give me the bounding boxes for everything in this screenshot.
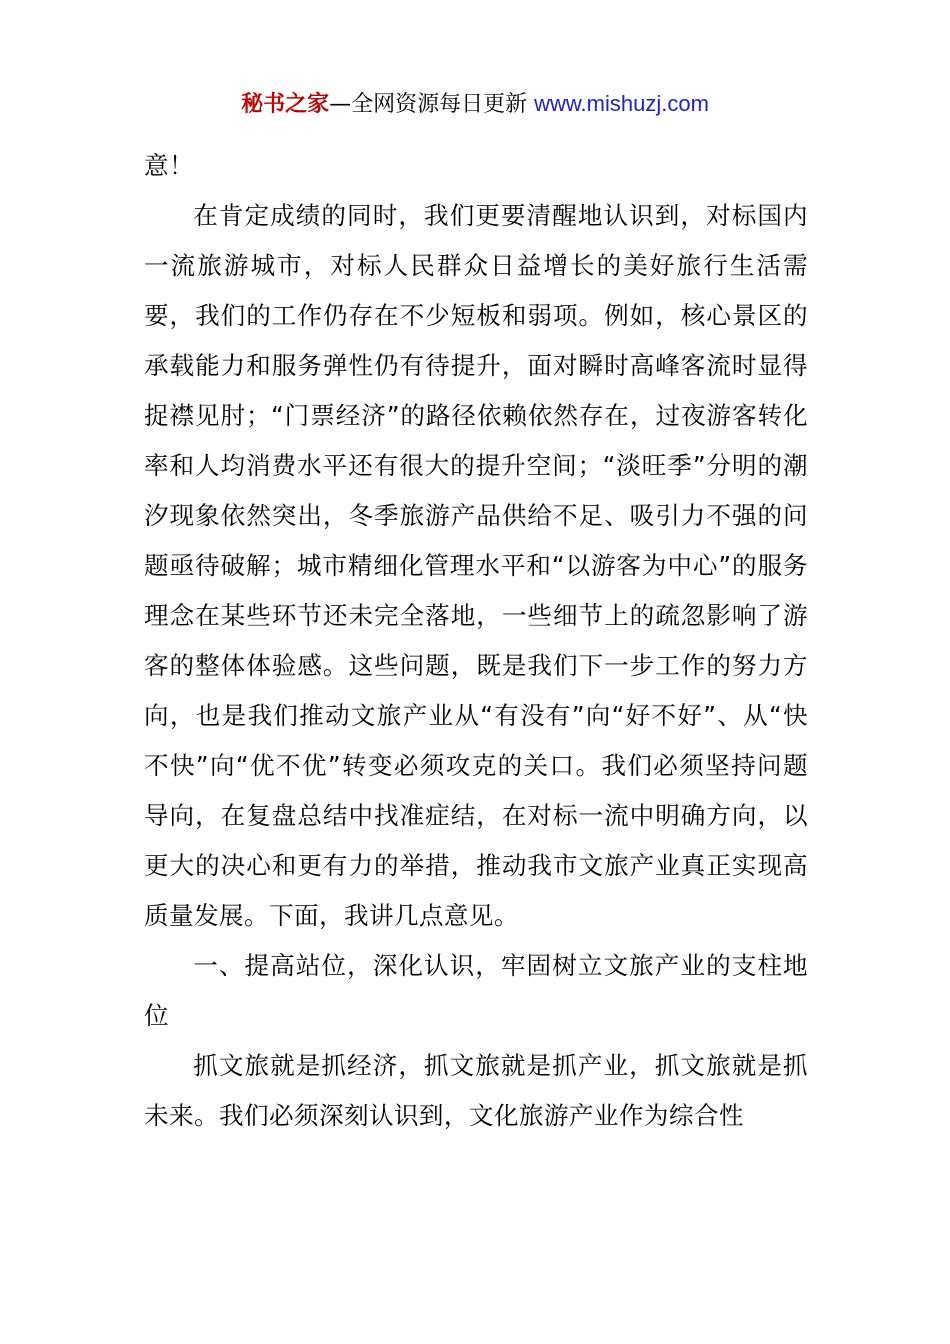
header-brand: 秘书之家 xyxy=(241,92,330,117)
header-tagline: —全网资源每日更新 xyxy=(329,92,535,117)
page-header xyxy=(0,88,950,121)
paragraph-section-1-intro: 抓文旅就是抓经济，抓文旅就是抓产业，抓文旅就是抓未来。我们必须深刻认识到，文化旅游产业作为综合性 xyxy=(144,1051,808,1130)
header-url-link[interactable]: www.mishuzj.com xyxy=(534,91,709,116)
paragraph-continuation: 意！ xyxy=(144,151,194,180)
paragraph-shortcomings: 在肯定成绩的同时，我们更要清醒地认识到，对标国内一流旅游城市，对标人民群众日益增长的美好旅行生活需要，我们的工作仍存在不少短板和弱项。例如，核心景区的承载能力和服务弹性仍有待提升，面对瞬时高峰客流时显得捉襟见肘；“门票经济”的路径依赖依然存在，过夜游客转化率和人均消费水平还有很大的提升空间；“淡旺季”分明的潮汐现象依然突出，冬季旅游产品供给不足、吸引力不强的问题亟待破解；城市精细化管理水平和“以游客为中心”的服务理念在某些环节还未完全落地，一些细节上的疏忽影响了游客的整体体验感。这些问题，既是我们下一步工作的努力方向，也是我们推动文旅产业从“有没有”向“好不好”、从“快不快”向“优不优”转变必须攻克的关口。我们必须坚持问题导向，在复盘总结中找准症结，在对标一流中明确方向，以更大的决心和更有力的举措，推动我市文旅产业真正实现高质量发展。下面，我讲几点意见。 xyxy=(144,201,808,930)
document-body xyxy=(144,141,808,1141)
section-heading-1: 一、提高站位，深化认识，牢固树立文旅产业的支柱地位 xyxy=(144,951,808,1030)
